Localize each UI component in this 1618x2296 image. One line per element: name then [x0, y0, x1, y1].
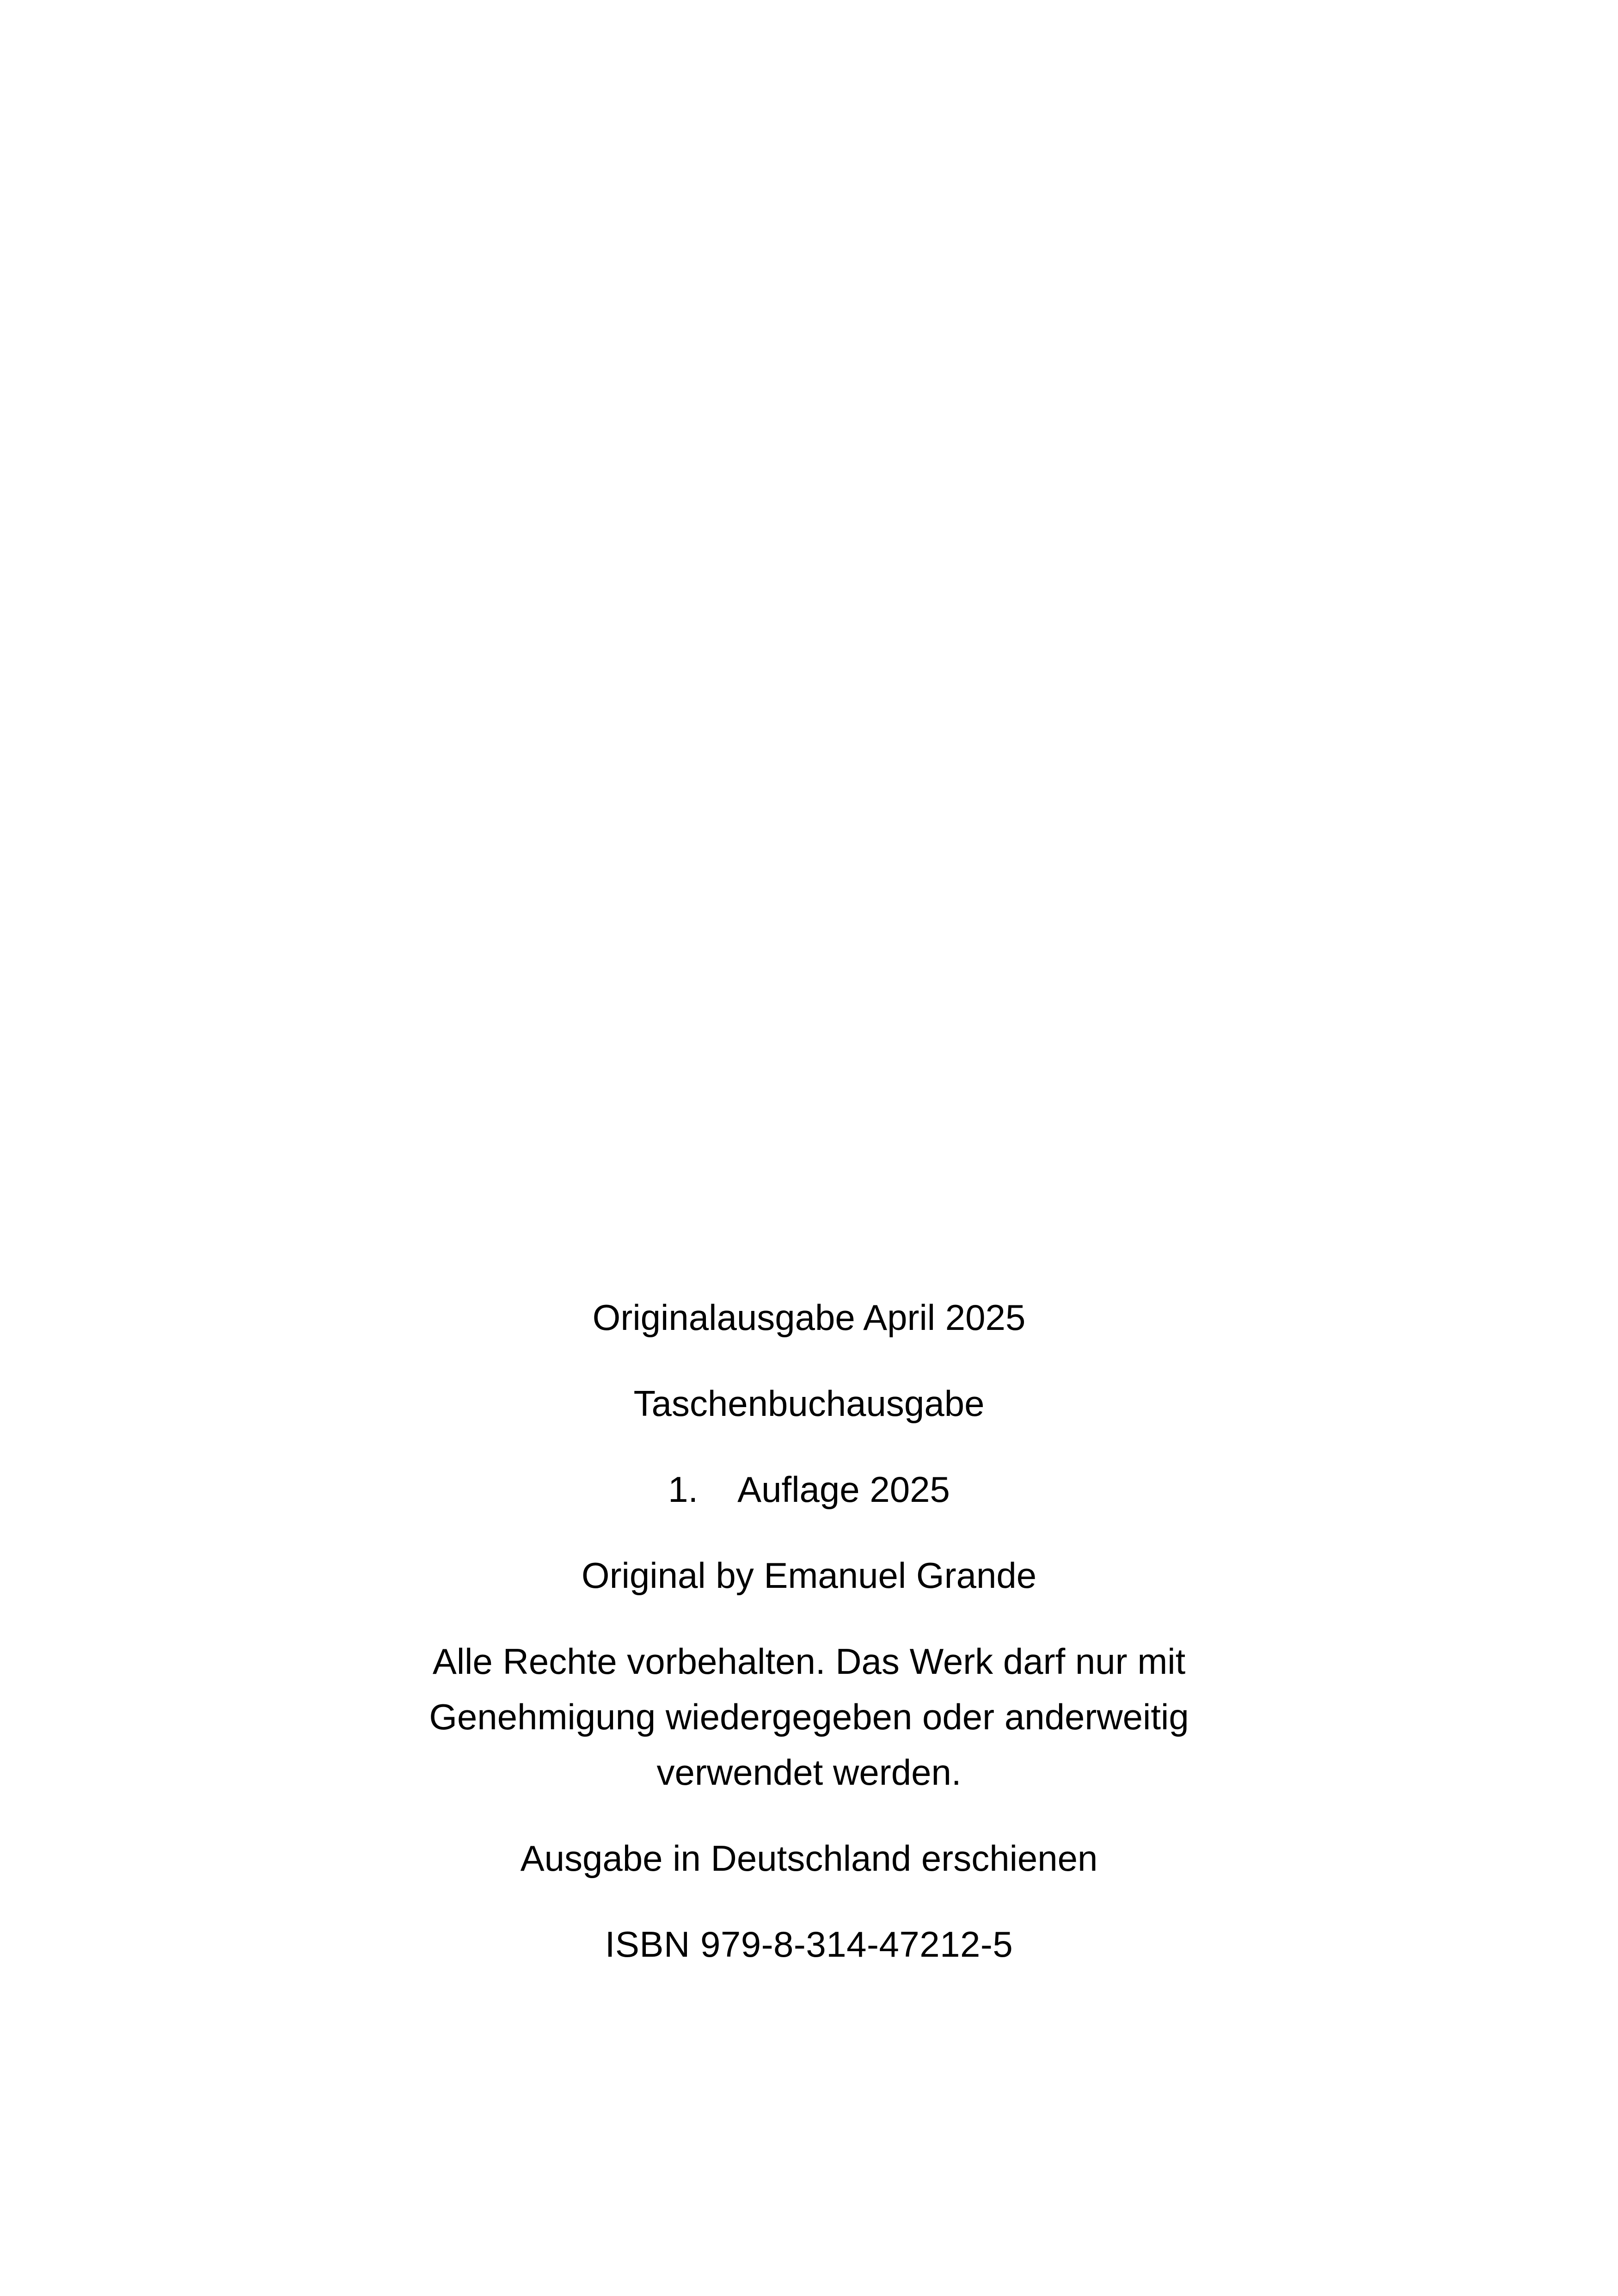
isbn: ISBN 979-8-314-47212-5: [605, 1924, 1013, 1965]
rights-line-3: verwendet werden.: [656, 1752, 962, 1793]
rights-statement: [370, 1634, 1248, 1800]
edition-label: Auflage 2025: [737, 1469, 950, 1510]
rights-line-2: Genehmigung wiedergegeben oder anderweitig: [429, 1696, 1189, 1737]
rights-line-1: Alle Rechte vorbehalten. Das Werk darf nur mit: [432, 1641, 1186, 1682]
paperback-edition: Taschenbuchausgabe: [633, 1383, 985, 1424]
edition-number: 1.: [668, 1469, 699, 1510]
edition-list-item: [668, 1462, 950, 1517]
author-line: Original by Emanuel Grande: [581, 1555, 1037, 1596]
imprint-block: [0, 1290, 1618, 2002]
edition-line: [0, 1462, 1618, 1517]
original-edition: Originalausgabe April 2025: [592, 1297, 1026, 1338]
published-location: Ausgabe in Deutschland erschienen: [520, 1838, 1098, 1879]
